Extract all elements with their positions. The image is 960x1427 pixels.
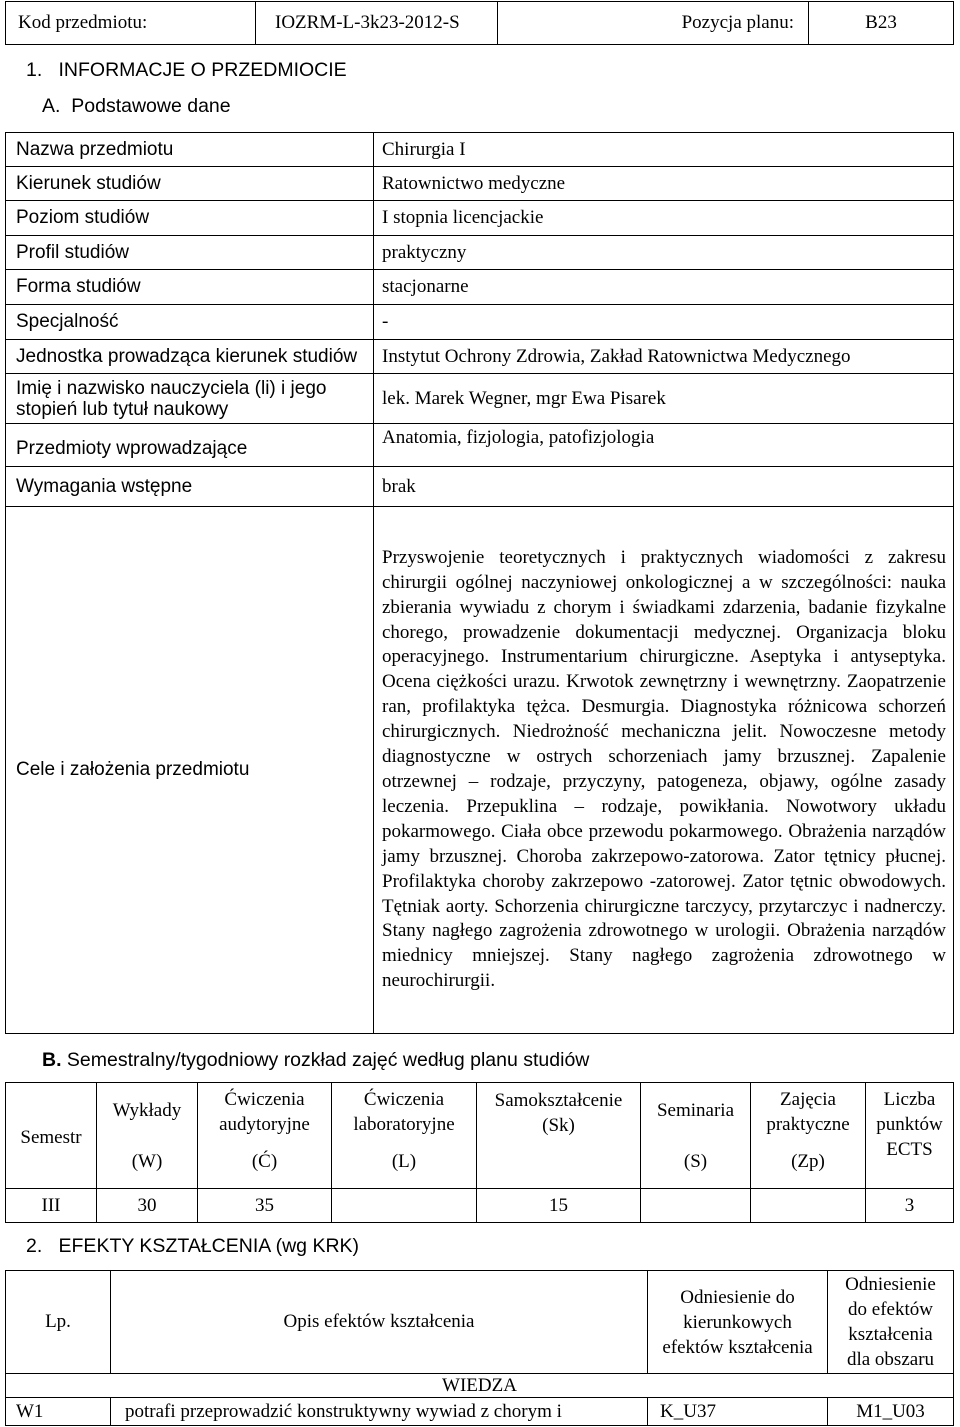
basic-label: Poziom studiów bbox=[6, 201, 374, 236]
basic-value: brak bbox=[374, 467, 954, 507]
section-b-letter: B. bbox=[42, 1049, 62, 1071]
schedule-col-header: Seminaria (S) bbox=[641, 1083, 751, 1189]
section-b-title: Semestralny/tygodniowy rozkład zajęć według planu studiów bbox=[66, 1049, 590, 1071]
basic-label: Cele i założenia przedmiotu bbox=[6, 507, 374, 1034]
effects-col-ref-dir: Odniesienie do kierunkowych efektów kształcenia bbox=[648, 1271, 828, 1374]
basic-label: Imię i nazwisko nauczyciela (li) i jego stopień lub tytuł naukowy bbox=[6, 374, 374, 424]
basic-value: - bbox=[374, 305, 954, 340]
basic-label: Forma studiów bbox=[6, 270, 374, 305]
schedule-header-row bbox=[6, 1083, 954, 1189]
schedule-col-header: Semestr bbox=[6, 1083, 97, 1189]
basic-value: Anatomia, fizjologia, patofizjologia bbox=[374, 424, 954, 467]
effects-group-label: WIEDZA bbox=[6, 1374, 954, 1398]
basic-row bbox=[6, 236, 954, 270]
basic-info-table bbox=[5, 132, 954, 1034]
section-1-heading: 1. INFORMACJE O PRZEDMIOCIE bbox=[26, 59, 347, 81]
code-label: Kod przedmiotu: bbox=[6, 2, 256, 45]
effects-ref-area: M1_U03 bbox=[828, 1398, 954, 1426]
basic-row bbox=[6, 201, 954, 236]
schedule-col-header: Liczba punktów ECTS bbox=[866, 1083, 954, 1189]
effects-col-lp: Lp. bbox=[6, 1271, 111, 1374]
schedule-row bbox=[6, 1189, 954, 1223]
basic-value: stacjonarne bbox=[374, 270, 954, 305]
schedule-cell bbox=[332, 1189, 477, 1223]
schedule-col-header: Samokształcenie (Sk) bbox=[477, 1083, 641, 1189]
basic-label: Profil studiów bbox=[6, 236, 374, 270]
basic-value: Chirurgia I bbox=[374, 133, 954, 167]
position-label: Pozycja planu: bbox=[498, 2, 809, 45]
basic-label: Przedmioty wprowadzające bbox=[6, 424, 374, 467]
basic-row bbox=[6, 424, 954, 467]
effects-table bbox=[5, 1270, 954, 1426]
basic-row bbox=[6, 507, 954, 1034]
effects-col-ref-area: Odniesienie do efektów kształcenia dla obszaru bbox=[828, 1271, 954, 1374]
section-b-heading bbox=[42, 1049, 589, 1072]
basic-label: Kierunek studiów bbox=[6, 167, 374, 201]
schedule-cell: 35 bbox=[198, 1189, 332, 1223]
position-value: B23 bbox=[809, 2, 954, 45]
basic-value: I stopnia licencjackie bbox=[374, 201, 954, 236]
basic-label: Jednostka prowadząca kierunek studiów bbox=[6, 340, 374, 374]
schedule-cell: 15 bbox=[477, 1189, 641, 1223]
basic-label: Nazwa przedmiotu bbox=[6, 133, 374, 167]
basic-row bbox=[6, 167, 954, 201]
basic-row bbox=[6, 133, 954, 167]
schedule-col-header: Ćwiczenia laboratoryjne (L) bbox=[332, 1083, 477, 1189]
effects-desc: potrafi przeprowadzić konstruktywny wywiad z chorym i bbox=[111, 1398, 648, 1426]
schedule-col-header: Wykłady (W) bbox=[97, 1083, 198, 1189]
section-2-heading: 2. EFEKTY KSZTAŁCENIA (wg KRK) bbox=[26, 1235, 360, 1257]
schedule-cell bbox=[641, 1189, 751, 1223]
schedule-cell: III bbox=[6, 1189, 97, 1223]
header-table bbox=[5, 1, 954, 45]
basic-row bbox=[6, 374, 954, 424]
basic-value: Instytut Ochrony Zdrowia, Zakład Ratownictwa Medycznego bbox=[374, 340, 954, 374]
basic-label: Specjalność bbox=[6, 305, 374, 340]
effects-row bbox=[6, 1398, 954, 1426]
effects-ref-dir: K_U37 bbox=[648, 1398, 828, 1426]
effects-header-row bbox=[6, 1271, 954, 1374]
effects-group-row bbox=[6, 1374, 954, 1398]
schedule-table bbox=[5, 1082, 954, 1223]
basic-row bbox=[6, 305, 954, 340]
goals-text: Przyswojenie teoretycznych i praktycznych wiadomości z zakresu chirurgii ogólnej naczyniowej onkologicznej a w szczególności: nauka zbierania wywiadu z chorym i świadkami zdarzenia, badanie fizykalne chorego, prowadzenie dokumentacji medycznej. Organizacja bloku operacyjnego. Instrumentarium chirurgiczne. Aseptyka i antyseptyka. Ocena ciężkości urazu. Krwotok zewnętrzny i wewnętrzny. Zaopatrzenie ran, profilaktyka tężca. Desmurgia. Diagnostyka różnicowa schorzeń chirurgicznych. Niedrożność mechaniczna jelit. Nowoczesne metody diagnostyczne w ostrych schorzeniach jamy brzusznej. Zapalenie otrzewnej – rodzaje, przyczyny, patogeneza, objawy, ogólne zasady leczenia. Przepuklina – rodzaje, powikłania. Nowotwory układu pokarmowego. Ciała obce przewodu pokarmowego. Obrażenia narządów jamy brzusznej. Choroba zakrzepowo-zatorowa. Zator tętnicy płucnej. Profilaktyka choroby zakrzepowo -zatorowej. Zator tętnic obwodowych. Tętniak aorty. Schorzenia chirurgiczne tarczycy, przytarczyc i nadnerczy. Stany nagłego zagrożenia zdrowotnego w urologii. Obrażenia narządów miednicy mniejszej. Stany nagłego zagrożenia zdrowotnego w neurochirurgii. bbox=[374, 507, 954, 1034]
basic-value: praktyczny bbox=[374, 236, 954, 270]
effects-col-desc: Opis efektów kształcenia bbox=[111, 1271, 648, 1374]
schedule-cell: 30 bbox=[97, 1189, 198, 1223]
basic-label: Wymagania wstępne bbox=[6, 467, 374, 507]
code-value: IOZRM-L-3k23-2012-S bbox=[256, 2, 498, 45]
basic-row bbox=[6, 270, 954, 305]
schedule-cell bbox=[751, 1189, 866, 1223]
basic-value: lek. Marek Wegner, mgr Ewa Pisarek bbox=[374, 374, 954, 424]
schedule-cell: 3 bbox=[866, 1189, 954, 1223]
basic-value: Ratownictwo medyczne bbox=[374, 167, 954, 201]
basic-row bbox=[6, 340, 954, 374]
effects-lp: W1 bbox=[6, 1398, 111, 1426]
schedule-col-header: Zajęcia praktyczne (Zp) bbox=[751, 1083, 866, 1189]
basic-row bbox=[6, 467, 954, 507]
section-a-heading: A. Podstawowe dane bbox=[42, 95, 231, 117]
schedule-col-header: Ćwiczenia audytoryjne (Ć) bbox=[198, 1083, 332, 1189]
